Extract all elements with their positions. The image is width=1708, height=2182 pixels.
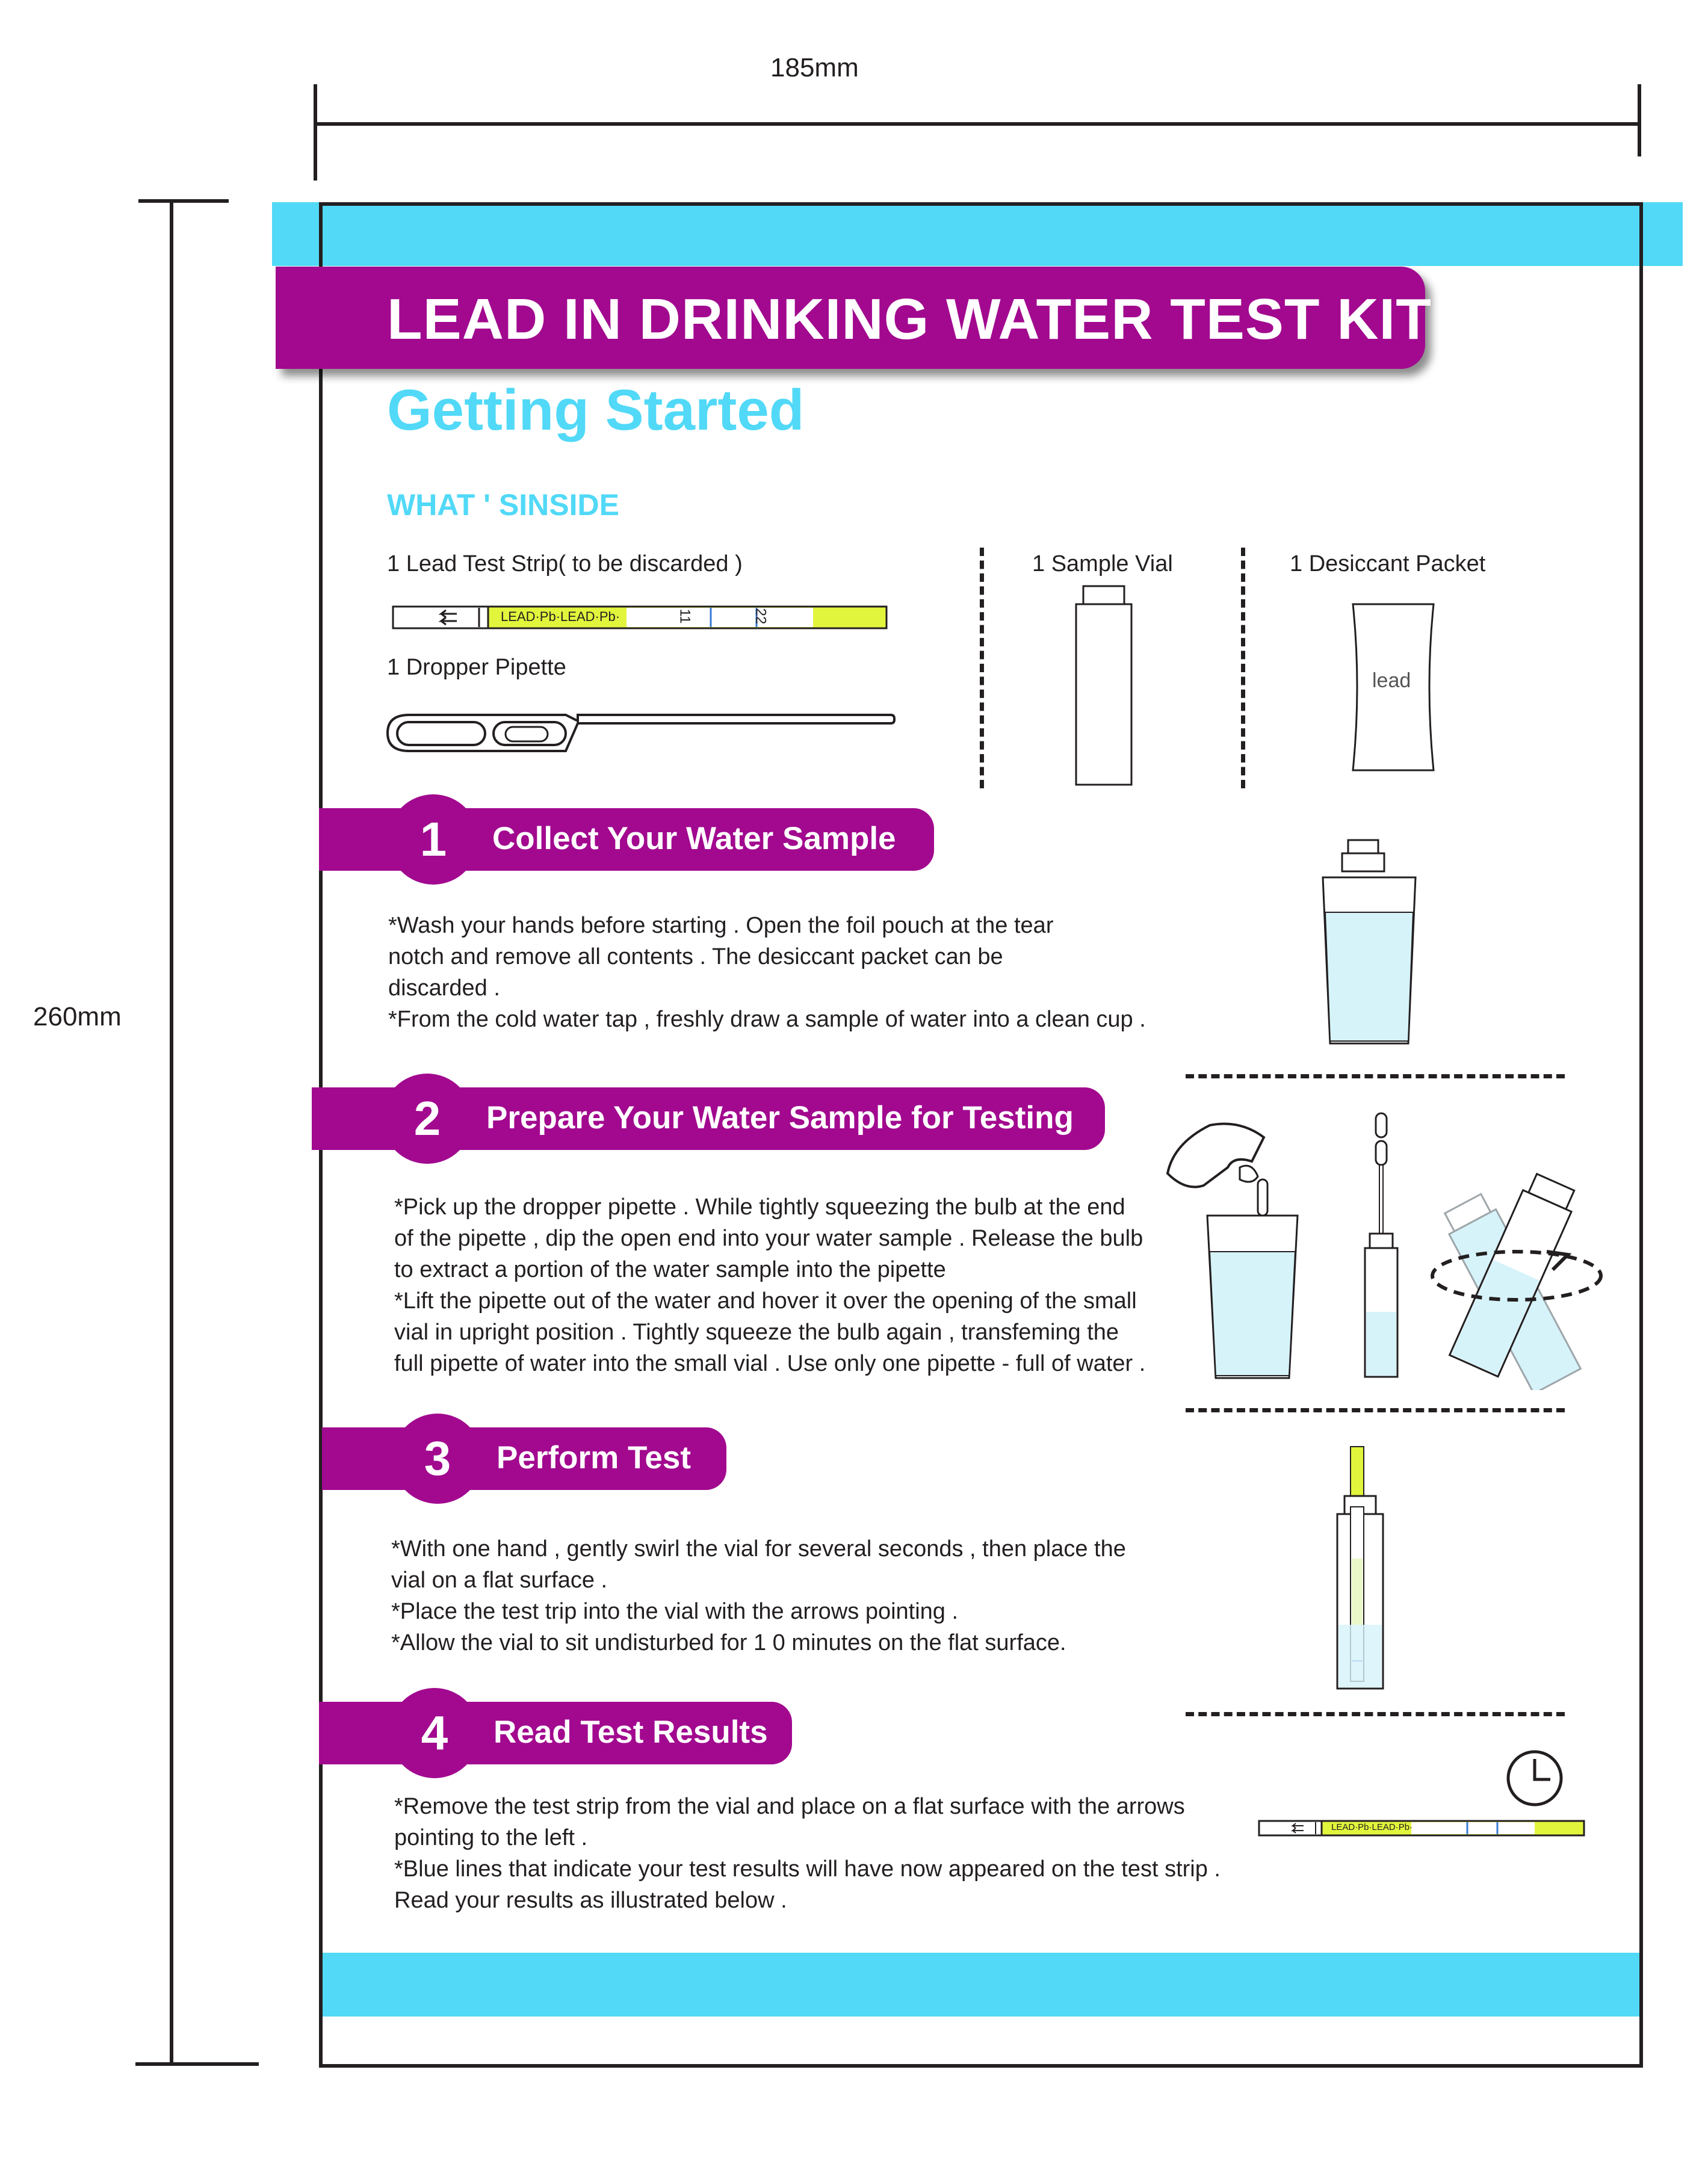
step-1-title: Collect Your Water Sample xyxy=(492,821,896,856)
strip-text: LEAD·Pb·LEAD·Pb· xyxy=(501,609,620,624)
vial-label: 1 Sample Vial xyxy=(1032,551,1173,576)
width-dimension xyxy=(313,84,1643,187)
width-label: 185mm xyxy=(770,53,859,82)
height-ruler xyxy=(135,199,262,2070)
whats-inside-heading: WHAT ' SINSIDE xyxy=(387,488,619,522)
vial-strip-icon xyxy=(1330,1444,1390,1691)
divider-5 xyxy=(1186,1712,1565,1716)
water-cup-icon xyxy=(1318,836,1420,1047)
height-label: 260mm xyxy=(33,1002,122,1031)
result-strip-icon xyxy=(1258,1819,1586,1839)
pipette-vial-icon xyxy=(1348,1107,1414,1384)
step-4-title: Read Test Results xyxy=(494,1714,768,1750)
sample-vial-icon xyxy=(1071,584,1137,788)
pipette-label: 1 Dropper Pipette xyxy=(387,655,566,680)
strip-num-2: 22 xyxy=(752,608,769,625)
result-strip-text: LEAD·Pb·LEAD·Pb· xyxy=(1331,1822,1413,1832)
divider-2 xyxy=(1241,548,1245,788)
step-3-number: 3 xyxy=(392,1414,483,1504)
step-3-text: *With one hand , gently swirl the vial for several seconds , then place the vial on a flat surface . *Place the test trip into the vial with the arrows pointing . *Allow the vial to sit undisturbed for 1 0 minutes on the flat surface. xyxy=(391,1536,1126,1655)
divider-1 xyxy=(980,548,984,788)
test-strip-icon xyxy=(392,604,889,632)
divider-4 xyxy=(1186,1408,1565,1412)
step-2-title: Prepare Your Water Sample for Testing xyxy=(486,1100,1074,1136)
step-3-title: Perform Test xyxy=(497,1440,691,1476)
strip-label: 1 Lead Test Strip( to be discarded ) xyxy=(387,551,743,576)
page-subtitle: Getting Started xyxy=(387,378,805,442)
step-4-number: 4 xyxy=(389,1688,480,1778)
desiccant-text: lead xyxy=(1372,669,1411,692)
divider-3 xyxy=(1186,1074,1565,1078)
ruler-dimension-icon xyxy=(313,84,1643,187)
swirl-arrow-icon xyxy=(1426,1137,1607,1390)
step-2-number: 2 xyxy=(382,1074,472,1164)
page-title: LEAD IN DRINKING WATER TEST KIT xyxy=(387,287,1432,351)
step-2-text: *Pick up the dropper pipette . While tightly squeezing the bulb at the end of the pipette , dip the open end into your water sample . Release the bulb to extract a portion of the water sample into the pipette *Lift the pipette out of the water and hover it over the opening of the small vial in upright position . Tightly squeeze the bulb again , transfeming the full pipette of water into the small vial . Use only one pipette - full of water . xyxy=(394,1195,1146,1376)
step-1-number: 1 xyxy=(388,794,478,885)
strip-num-1: 11 xyxy=(676,608,693,624)
hand-pipette-icon xyxy=(1162,1119,1360,1384)
height-dimension xyxy=(135,199,262,2070)
clock-icon xyxy=(1505,1748,1565,1808)
desiccant-label: 1 Desiccant Packet xyxy=(1290,551,1486,576)
step-4-text: *Remove the test strip from the vial and place on a flat surface with the arrows pointing to the left . *Blue lines that indicate your test results will have now appeared on the test strip . Read your results as illustrated below . xyxy=(394,1794,1221,1913)
step-1-text: *Wash your hands before starting . Open the foil pouch at the tear notch and remove all contents . The desiccant packet can be discarded . *From the cold water tap , freshly draw a sample of water into a clean cup . xyxy=(388,913,1146,1032)
dropper-pipette-icon xyxy=(385,703,897,763)
